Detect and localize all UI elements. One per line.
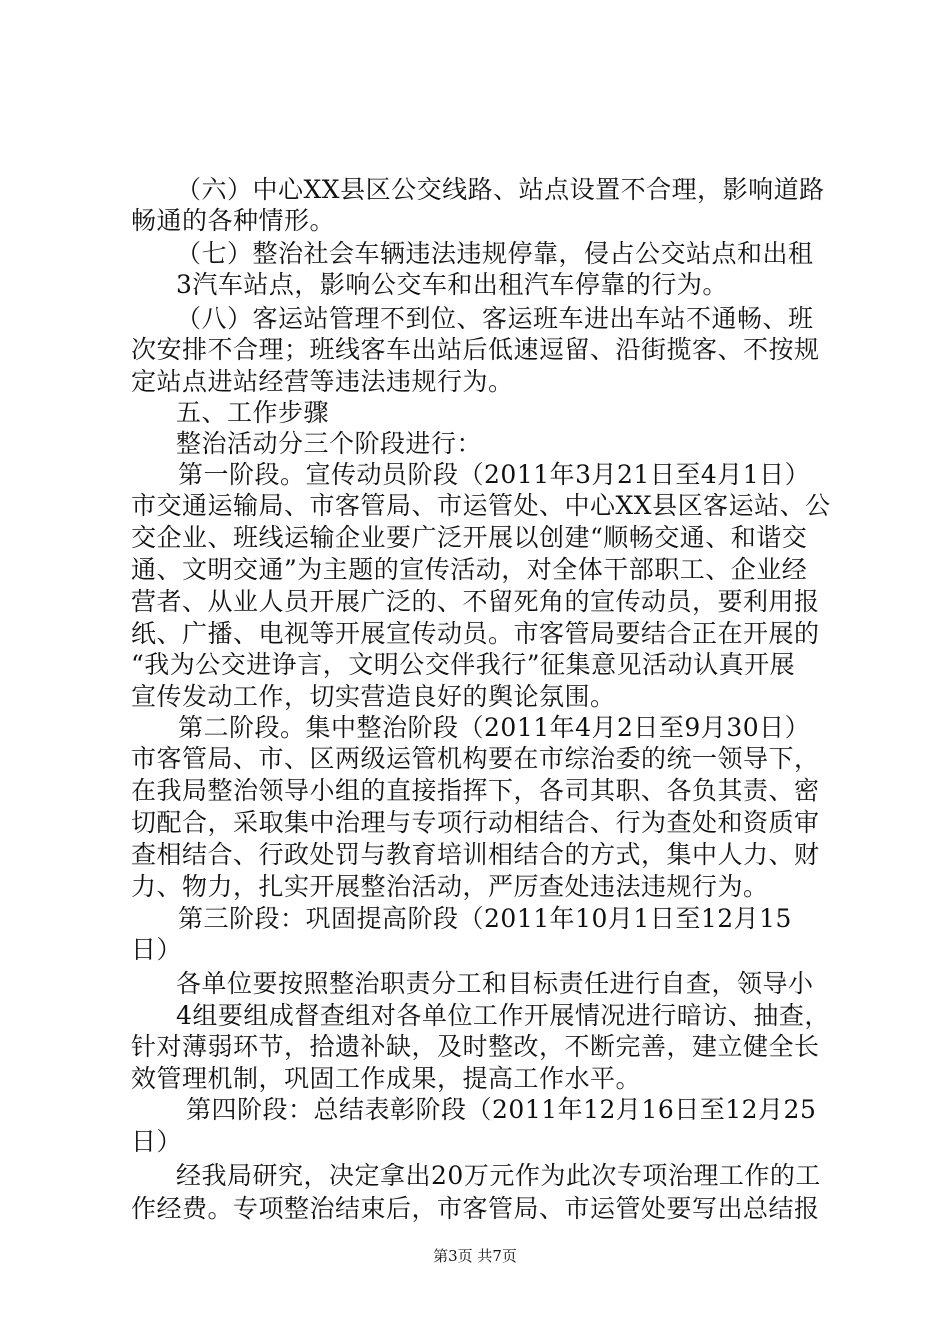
paragraph-line: 查相结合、行政处罚与教育培训相结合的方式，集中人力、财 [131,840,820,869]
paragraph-line: 市客管局、市、区两级运管机构要在市综治委的统一领导下， [131,744,820,773]
paragraph-line: （八）客运站管理不到位、客运班车进出车站不通畅、班 [176,304,814,333]
paragraph-line: 宣传发动工作，切实营造良好的舆论氛围。 [131,682,616,711]
paragraph-line: 日） [131,1127,183,1156]
stage-heading: 第二阶段。集中整治阶段（2011年4月2日至9月30日） [178,713,811,742]
paragraph-line: 通、文明交通”为主题的宣传活动，对全体干部职工、企业经 [131,555,808,584]
paragraph-line: 作经费。专项整治结束后，市客管局、市运管处要写出总结报 [131,1194,820,1223]
paragraph-line: 效管理机制，巩固工作成果，提高工作水平。 [131,1064,642,1093]
page-number-footer: 第3页 共7页 [433,1247,517,1265]
section-heading: 五、工作步骤 [176,398,330,427]
paragraph-line: 在我局整治领导小组的直接指挥下，各司其职、各负其责、密 [131,776,820,805]
paragraph-line: （七）整治社会车辆违法违规停靠，侵占公交站点和出租 [176,239,814,268]
paragraph-line: （六）中心XX县区公交线路、站点设置不合理，影响道路 [176,175,825,204]
paragraph-line: 力、物力，扎实开展整治活动，严厉查处违法违规行为。 [131,872,769,901]
paragraph-line: 日） [131,935,183,964]
paragraph-line: 畅通的各种情形。 [131,206,336,235]
paragraph-line: 经我局研究，决定拿出20万元作为此次专项治理工作的工 [176,1161,821,1190]
paragraph-line: 次安排不合理；班线客车出站后低速逗留、沿街揽客、不按规 [131,335,820,364]
stage-heading: 第三阶段：巩固提高阶段（2011年10月1日至12月15 [178,904,792,933]
paragraph-line: 纸、广播、电视等开展宣传动员。市客管局要结合正在开展的 [131,619,820,648]
paragraph-line: 整治活动分三个阶段进行： [176,429,483,458]
paragraph-line: 4组要组成督查组对各单位工作开展情况进行暗访、抽查， [176,1001,830,1030]
paragraph-line: “我为公交进诤言，文明公交伴我行”征集意见活动认真开展 [131,650,796,679]
paragraph-line: 营者、从业人员开展广泛的、不留死角的宣传动员，要利用报 [131,587,820,616]
stage-heading: 第一阶段。宣传动员阶段（2011年3月21日至4月1日） [178,460,811,489]
paragraph-line: 交企业、班线运输企业要广泛开展以创建“顺畅交通、和谐交 [131,523,808,552]
paragraph-line: 切配合，采取集中治理与专项行动相结合、行为查处和资质审 [131,808,820,837]
stage-heading: 第四阶段：总结表彰阶段（2011年12月16日至12月25 [186,1095,817,1124]
paragraph-line: 3汽车站点，影响公交车和出租汽车停靠的行为。 [176,270,728,299]
paragraph-line: 针对薄弱环节，拾遗补缺，及时整改，不断完善，建立健全长 [131,1032,820,1061]
paragraph-line: 各单位要按照整治职责分工和目标责任进行自查，领导小 [176,969,814,998]
paragraph-line: 定站点进站经营等违法违规行为。 [131,367,514,396]
paragraph-line: 市交通运输局、市客管局、市运管处、中心XX县区客运站、公 [131,491,831,520]
